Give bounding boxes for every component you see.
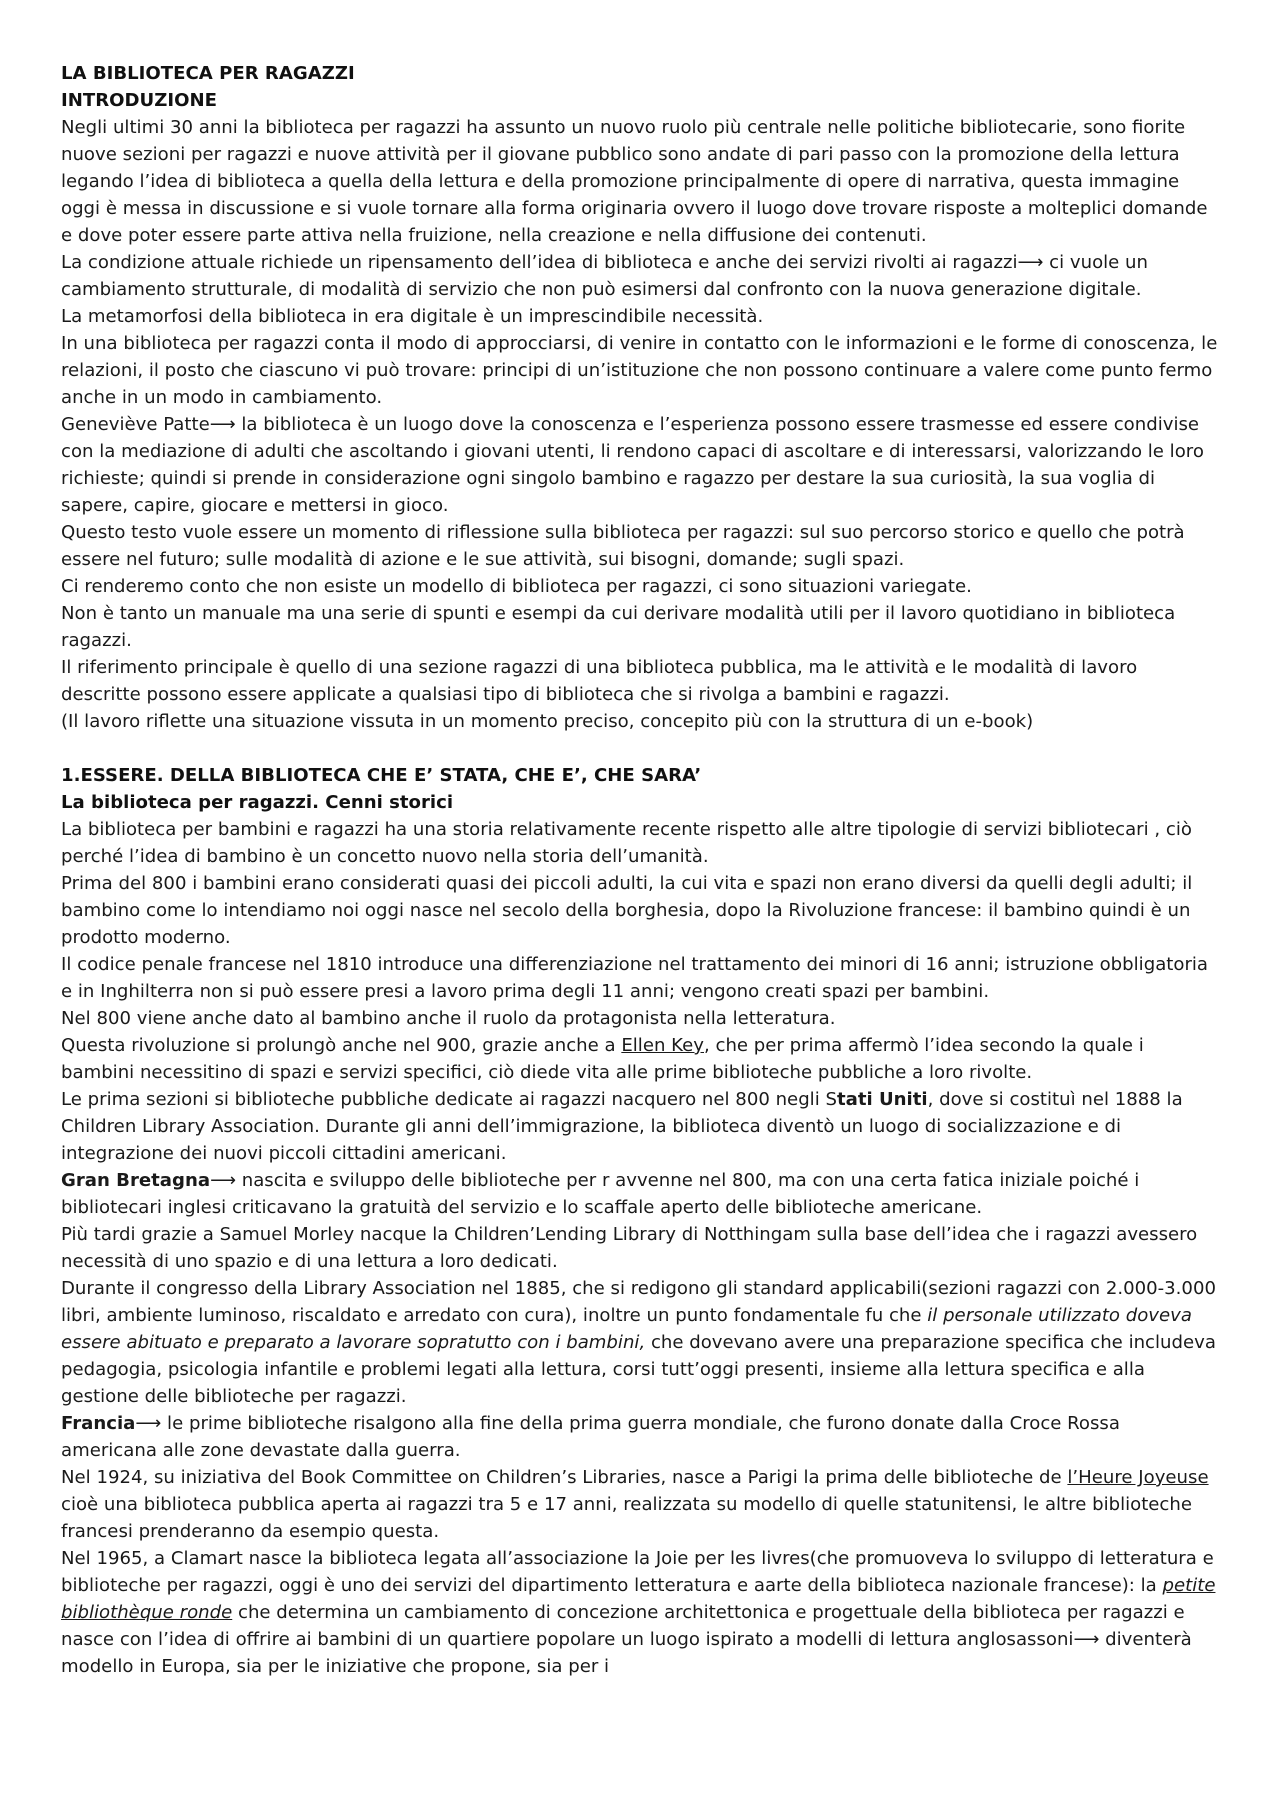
text-run: , che per prima affermò l’idea secondo la quale i bambini necessitino di spazi e servizi specifici, ciò diede vita alle prime biblioteche pubbliche a loro rivolte. (61, 1035, 1144, 1083)
paragraph: Prima del 800 i bambini erano considerati quasi dei piccoli adulti, la cui vita e spazi non erano diversi da quelli degli adulti; il bambino come lo intendiamo noi oggi nasce nel secolo della borghesia, dopo la Rivoluzione francese: il bambino quindi è un prodotto moderno. (61, 873, 1193, 948)
paragraph: Ci renderemo conto che non esiste un modello di biblioteca per ragazzi, ci sono situazioni variegate. (61, 576, 972, 597)
paragraph: Il riferimento principale è quello di una sezione ragazzi di una biblioteca pubblica, ma le attività e le modalità di lavoro descritte possono essere applicate a qualsiasi tipo di biblioteca che si rivolga a bambini e ragazzi. (61, 657, 1138, 705)
text-run: Nel 1965, a Clamart nasce la biblioteca legata all’associazione la Joie per les livres(che promuoveva lo sviluppo di letteratura e biblioteche per ragazzi, oggi è uno dei servizi del dipartimento letteratura e aarte della biblioteca nazionale francese): la (61, 1548, 1214, 1596)
paragraph (61, 1086, 1220, 1167)
text-run: , dove si costituì nel 1888 la Children Library Association. Durante gli anni dell’immigrazione, la biblioteca diventò un luogo di socializzazione e di integrazione dei nuovi piccoli cittadini americani. (61, 1089, 1183, 1164)
paragraph: Geneviève Patte⟶ la biblioteca è un luogo dove la conoscenza e l’esperienza possono essere trasmesse ed essere condivise con la mediazione di adulti che ascoltando i giovani utenti, li rendono capaci di ascoltare e di interessarsi, valorizzando le loro richieste; quindi si prende in considerazione ogni singolo bambino e ragazzo per destare la sua curiosità, la sua voglia di sapere, capire, giocare e mettersi in gioco. (61, 414, 1204, 516)
paragraph (61, 1464, 1220, 1545)
text-run: cioè una biblioteca pubblica aperta ai ragazzi tra 5 e 17 anni, realizzata su modello di quelle statunitensi, le altre biblioteche francesi prenderanno da esempio questa. (61, 1494, 1192, 1542)
paragraph: La condizione attuale richiede un ripensamento dell’idea di biblioteca e anche dei servizi rivolti ai ragazzi⟶ ci vuole un cambiamento strutturale, di modalità di servizio che non può esimersi dal confronto con la nuova generazione digitale. (61, 252, 1148, 300)
paragraph (61, 1167, 1220, 1221)
bold-term: tati Uniti (836, 1089, 928, 1110)
paragraph: La biblioteca per bambini e ragazzi ha una storia relativamente recente rispetto alle altre tipologie di servizi bibliotecari , ciò perché l’idea di bambino è un concetto nuovo nella storia dell’umanità. (61, 819, 1192, 867)
text-run: che dovevano avere una preparazione specifica che includeva pedagogia, psicologia infantile e problemi legati alla lettura, corsi tutt’oggi presenti, insieme alla lettura specifica e alla gestione delle biblioteche per ragazzi. (61, 1332, 1216, 1407)
bold-term: Francia (61, 1413, 136, 1434)
text-run: ⟶ le prime biblioteche risalgono alla fine della prima guerra mondiale, che furono donate dalla Croce Rossa americana alle zone devastate dalla guerra. (61, 1413, 1120, 1461)
bold-term: Gran Bretagna (61, 1170, 211, 1191)
paragraph: Nel 800 viene anche dato al bambino anche il ruolo da protagonista nella letteratura. (61, 1008, 836, 1029)
heure-joyeuse-link[interactable]: l’Heure Joyeuse (1067, 1467, 1209, 1488)
paragraph (61, 1275, 1220, 1410)
document-title: LA BIBLIOTECA PER RAGAZZI (61, 63, 355, 84)
paragraph: Più tardi grazie a Samuel Morley nacque la Children’Lending Library di Notthingam sulla base dell’idea che i ragazzi avessero necessità di uno spazio e di una lettura a loro dedicati. (61, 1224, 1198, 1272)
italic-run: il personale utilizzato doveva essere abituato e preparato a lavorare sopratutto con i bambini, (61, 1305, 1192, 1353)
ellen-key-link[interactable]: Ellen Key (621, 1035, 704, 1056)
paragraph: Non è tanto un manuale ma una serie di spunti e esempi da cui derivare modalità utili per il lavoro quotidiano in biblioteca ragazzi. (61, 603, 1176, 651)
paragraph: Questo testo vuole essere un momento di riflessione sulla biblioteca per ragazzi: sul suo percorso storico e quello che potrà essere nel futuro; sulle modalità di azione e le sue attività, sui bisogni, domande; sugli spazi. (61, 522, 1185, 570)
paragraph (61, 1545, 1220, 1680)
paragraph: La metamorfosi della biblioteca in era digitale è un imprescindibile necessità. (61, 306, 764, 327)
paragraph: Negli ultimi 30 anni la biblioteca per ragazzi ha assunto un nuovo ruolo più centrale nelle politiche bibliotecarie, sono fiorite nuove sezioni per ragazzi e nuove attività per il giovane pubblico sono andate di pari passo con la promozione della lettura legando l’idea di biblioteca a quella della lettura e della promozione principalmente di opere di narrativa, questa immagine oggi è messa in discussione e si vuole tornare alla forma originaria ovvero il luogo dove trovare risposte a molteplici domande e dove poter essere parte attiva nella fruizione, nella creazione e nella diffusione dei contenuti. (61, 117, 1208, 246)
text-run: Le prima sezioni si biblioteche pubbliche dedicate ai ragazzi nacquero nel 800 negli S (61, 1089, 837, 1110)
paragraph (61, 1410, 1220, 1464)
spacer (61, 735, 1220, 762)
paragraph (61, 1032, 1220, 1086)
paragraph: Il codice penale francese nel 1810 introduce una differenziazione nel trattamento dei minori di 16 anni; istruzione obbligatoria e in Inghilterra non si può essere presi a lavoro prima degli 11 anni; vengono creati spazi per bambini. (61, 954, 1209, 1002)
intro-heading: INTRODUZIONE (61, 90, 217, 111)
paragraph: (Il lavoro riflette una situazione vissuta in un momento preciso, concepito più con la struttura di un e-book) (61, 711, 1034, 732)
section-heading: La biblioteca per ragazzi. Cenni storici (61, 792, 454, 813)
text-run: Questa rivoluzione si prolungò anche nel 900, grazie anche a (61, 1035, 622, 1056)
text-run: Durante il congresso della Library Association nel 1885, che si redigono gli standard applicabili(sezioni ragazzi con 2.000-3.000 libri, ambiente luminoso, riscaldato e arredato con cura), inoltre un punto fondamentale fu che (61, 1278, 1216, 1326)
text-run: ⟶ nascita e sviluppo delle biblioteche per r avvenne nel 800, ma con una certa fatica iniziale poiché i bibliotecari inglesi criticavano la gratuità del servizio e lo scaffale aperto delle biblioteche americane. (61, 1170, 1140, 1218)
chapter-heading: 1.ESSERE. DELLA BIBLIOTECA CHE E’ STATA, CHE E’, CHE SARA’ (61, 765, 702, 786)
text-run: che determina un cambiamento di concezione architettonica e progettuale della biblioteca per ragazzi e nasce con l’idea di offrire ai bambini di un quartiere popolare un luogo ispirato a modelli di lettura anglosassoni⟶ diventerà modello in Europa, sia per le iniziative che propone, sia per i (61, 1602, 1192, 1677)
text-run: Nel 1924, su iniziativa del Book Committee on Children’s Libraries, nasce a Parigi la prima delle biblioteche de (61, 1467, 1068, 1488)
paragraph: In una biblioteca per ragazzi conta il modo di approcciarsi, di venire in contatto con le informazioni e le forme di conoscenza, le relazioni, il posto che ciascuno vi può trovare: principi di un’istituzione che non possono continuare a valere come punto fermo anche in un modo in cambiamento. (61, 333, 1218, 408)
petite-bibliotheque-ronde-link[interactable]: petite bibliothèque ronde (61, 1575, 1216, 1623)
